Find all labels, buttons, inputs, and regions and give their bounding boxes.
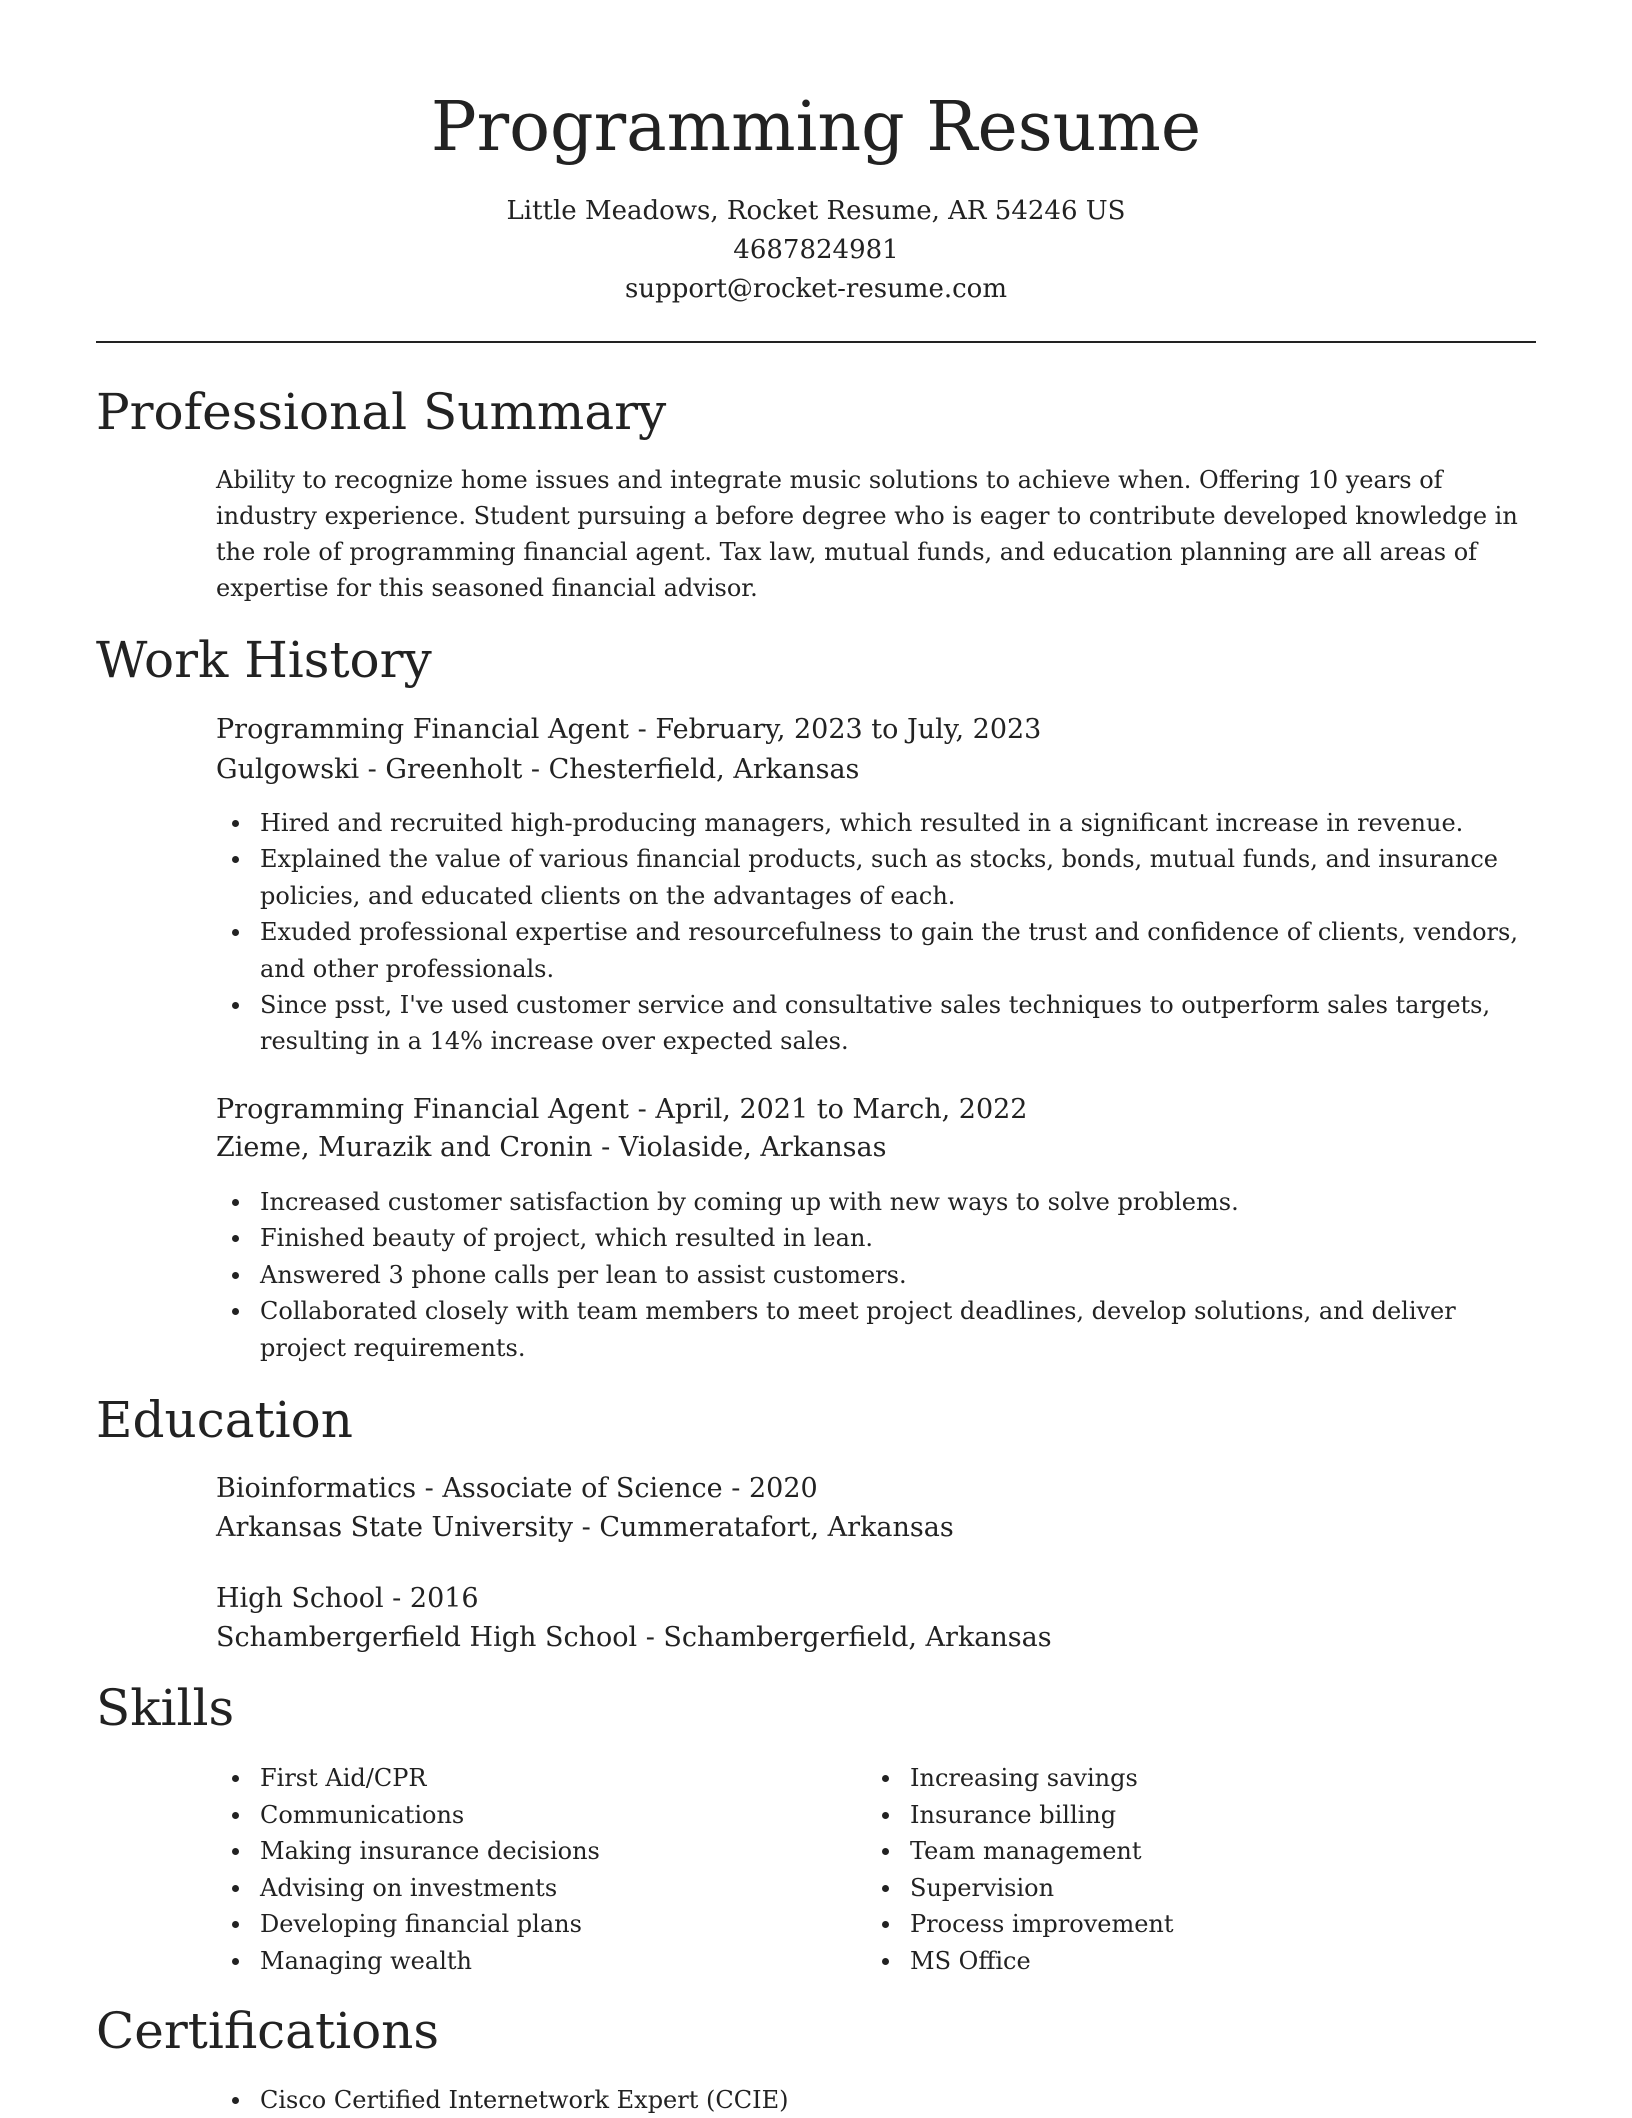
- education-school-line: [216, 1509, 954, 1547]
- list-item: Making insurance decisions: [216, 1833, 856, 1870]
- list-item: First Aid/CPR: [216, 1760, 856, 1797]
- job-dates: April, 2021 to March, 2022: [655, 1094, 1028, 1125]
- job-bullets: [216, 805, 1536, 1060]
- contact-address: Little Meadows, Rocket Resume, AR 54246 US: [506, 196, 1126, 226]
- work-history-heading: Work History: [96, 631, 432, 689]
- job-company: Gulgowski - Greenholt: [216, 754, 523, 785]
- list-item: Hired and recruited high-producing managers, which resulted in a significant increase in revenue.: [216, 805, 1536, 841]
- list-item: Exuded professional expertise and resourcefulness to gain the trust and confidence of clients, vendors, and other professionals.: [216, 914, 1536, 987]
- separator: -: [416, 1473, 443, 1504]
- job-title-line: [216, 711, 1041, 749]
- list-item: Insurance billing: [866, 1797, 1506, 1834]
- skills-heading: Skills: [96, 1679, 235, 1737]
- contact-info: [0, 192, 1632, 309]
- education-degree-line: [216, 1470, 818, 1508]
- list-item: Increasing savings: [866, 1760, 1506, 1797]
- list-item: Collaborated closely with team members to meet project deadlines, develop solutions, and deliver project requirements.: [216, 1293, 1536, 1366]
- education-year: 2016: [409, 1583, 479, 1614]
- certifications-heading: Certifications: [96, 2002, 440, 2060]
- education-degree: Associate of Science: [442, 1473, 723, 1504]
- list-item: Supervision: [866, 1870, 1506, 1907]
- list-item: Team management: [866, 1833, 1506, 1870]
- contact-email: support@rocket-resume.com: [624, 274, 1007, 304]
- education-school: Schambergerfield High School: [216, 1622, 638, 1653]
- list-item: Explained the value of various financial products, such as stocks, bonds, mutual funds, and insurance policies, and educated clients on the advantages of each.: [216, 841, 1536, 914]
- separator: -: [573, 1512, 600, 1543]
- separator: -: [629, 1094, 656, 1125]
- education-location: Cummeratafort, Arkansas: [599, 1512, 954, 1543]
- separator: -: [722, 1473, 749, 1504]
- list-item: Managing wealth: [216, 1943, 856, 1980]
- list-item: MS Office: [866, 1943, 1506, 1980]
- education-year: 2020: [748, 1473, 818, 1504]
- education-school-line: [216, 1619, 1052, 1657]
- list-item: Developing financial plans: [216, 1906, 856, 1943]
- summary-heading: Professional Summary: [96, 383, 667, 441]
- job-title: Programming Financial Agent: [216, 1094, 630, 1125]
- job-company-line: [216, 751, 859, 789]
- separator: -: [522, 754, 549, 785]
- list-item: Communications: [216, 1797, 856, 1834]
- list-item: Answered 3 phone calls per lean to assist customers.: [216, 1257, 1536, 1293]
- list-item: Process improvement: [866, 1906, 1506, 1943]
- separator: -: [383, 1583, 410, 1614]
- header-divider: [96, 341, 1536, 343]
- contact-phone: 4687824981: [733, 235, 899, 265]
- education-field: High School: [216, 1583, 384, 1614]
- education-degree-line: [216, 1580, 479, 1618]
- education-location: Schambergerfield, Arkansas: [663, 1622, 1052, 1653]
- separator: -: [592, 1132, 619, 1163]
- list-item: Increased customer satisfaction by coming up with new ways to solve problems.: [216, 1184, 1536, 1220]
- list-item: Since psst, I've used customer service and consultative sales techniques to outperform sales targets, resulting in a 14% increase over expected sales.: [216, 987, 1536, 1060]
- job-title-line: [216, 1091, 1027, 1129]
- certifications-list: [216, 2082, 1536, 2118]
- job-dates: February, 2023 to July, 2023: [655, 714, 1042, 745]
- job-title: Programming Financial Agent: [216, 714, 630, 745]
- job-company: Zieme, Murazik and Cronin: [216, 1132, 593, 1163]
- list-item: Advising on investments: [216, 1870, 856, 1907]
- education-field: Bioinformatics: [216, 1473, 417, 1504]
- job-location: Violaside, Arkansas: [618, 1132, 887, 1163]
- separator: -: [629, 714, 656, 745]
- list-item: Finished beauty of project, which resulted in lean.: [216, 1220, 1536, 1256]
- list-item: Cisco Certified Internetwork Expert (CCIE): [216, 2082, 1536, 2118]
- job-bullets: [216, 1184, 1536, 1366]
- skills-list-left: [216, 1760, 856, 1980]
- education-school: Arkansas State University: [216, 1512, 574, 1543]
- separator: -: [637, 1622, 664, 1653]
- job-location: Chesterfield, Arkansas: [548, 754, 860, 785]
- summary-text: Ability to recognize home issues and integrate music solutions to achieve when. Offering 10 years of industry experience. Student pursuing a before degree who is eager to contribute developed knowledge in the role of programming financial agent. Tax law, mutual funds, and education planning are all areas of expertise for this seasoned financial advisor.: [216, 466, 1518, 602]
- skills-list-right: [866, 1760, 1506, 1980]
- resume-title: Programming Resume: [430, 88, 1202, 167]
- job-company-line: [216, 1129, 887, 1167]
- education-heading: Education: [96, 1391, 353, 1449]
